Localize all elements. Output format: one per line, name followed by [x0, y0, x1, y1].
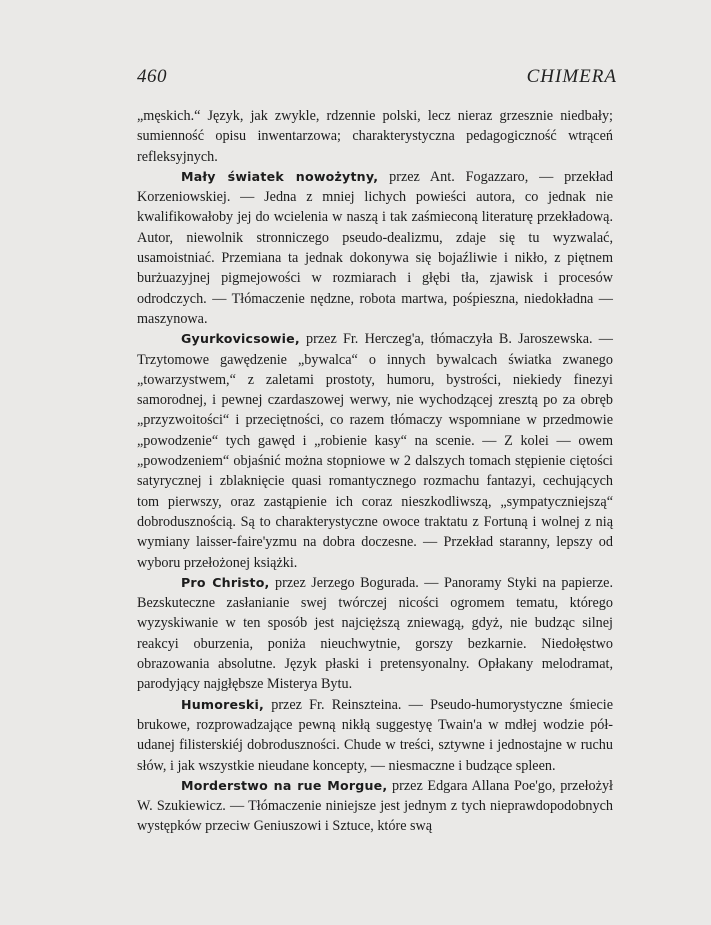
- review-entry: [137, 776, 613, 837]
- page-number: 460: [137, 66, 167, 87]
- entry-text: przez Fr. Herczeg'a, tłómaczyła B. Jaroszewska. — Trzytomowe gawędzenie „bywalca“ o innych bywalcach światka zwanego „towarzystwem,“ z zaletami prostoty, humoru, bystrości, niekiedy finezyi samorodnej, i pewnej czardaszowej werwy, nie wychodzącej zresztą po za obręb „przyzwoitości“ i przeciętności, co razem tłómaczy wspomniane w przedmowie „powodzenie“ tych gawęd i „robienie kasy“ na scenie. — Z kolei — owem „powodzeniem“ objaśnić można stopniowe w 2 dalszych tomach stępienie ciętości satyrycznej i zblaknięcie quasi romantycznego rozmachu fantazyi, cechujących tom pierwszy, oraz zastąpienie ich coraz nieszkodliwszą, „sympatyczniejszą“ dobrodusznością. Są to charakterystyczne owoce traktatu z Fortuną i wolnej z nią wymiany laisser-faire'yzmu na dobra doczesne. — Przekład staranny, lepszy od wyboru przełożonej książki.: [137, 331, 613, 571]
- review-entry: [137, 695, 613, 776]
- entry-title: Pro Christo,: [181, 574, 270, 590]
- entry-text: przez Ant. Fogazzaro, — przekład Korzeniowskiej. — Jedna z mniej lichych powieści autora, co jednak nie kwalifikowałoby jej do wcielenia w naszą i tak zaśmieconą literaturę przekładową. Autor, niewolnik stronniczego pseudo-dealizmu, zdaje się tu wyzwalać, usamoistniać. Przemiana ta jednak dokonywa się bojaźliwie i nikło, z piętnem burżuazyjnej pigmejowości w rozmiarach i głębi tła, zjawisk i procesów odrodczych. — Tłómaczenie nędzne, robota martwa, pośpieszna, niedokładna — maszynowa.: [137, 168, 614, 327]
- paragraph-continuation: [137, 106, 613, 167]
- entry-text: przez Jerzego Bogurada. — Panoramy Styki na papierze. Bezskuteczne zasłanianie swej twórczej nicości ogromem tematu, którego wyzyskiwanie w ten sposób jest najcięższą zniewagą, gdyż, nie budząc silnej reakcyi oburzenia, poniża nieuchwytnie, gorszy bezkarnie. Niedołęstwo obrazowania absolutne. Język płaski i pretensyonalny. Opłakany melodramat, parodyjący najgłębsze Misterya Bytu.: [137, 574, 613, 693]
- entry-text: przez Fr. Reinszteina. — Pseudo-humorystyczne śmiecie brukowe, rozprowadzające pewną nikłą suggestyę Twain'a w mdłej wodzie pół-udanej filisterskiéj dobroduszności. Chude w treści, sztywne i jednostajne w ruchu słów, i jak wszystkie nieudane koncepty, — niesmaczne i budzące spleen.: [137, 696, 614, 774]
- review-entry: [137, 573, 613, 695]
- entry-text: przez Edgara Allana Poe'go, przełożył W. Szukiewicz. — Tłómaczenie niniejsze jest jednym z tych nieprawdopodobnych występków przeciw Geniuszowi i Sztuce, które swą: [137, 777, 613, 835]
- entry-title: Humoreski,: [181, 696, 265, 712]
- running-head: [137, 66, 617, 90]
- paragraph-text: „męskich.“ Język, jak zwykle, rdzennie polski, lecz nieraz grzesznie niedbały; sumienność opisu inwentarzowa; charakterystyczna pedagogiczność wtrąceń refleksyjnych.: [137, 108, 613, 165]
- journal-title: CHIMERA: [526, 66, 617, 87]
- review-entry: [137, 167, 613, 329]
- entry-title: Gyurkovicsowie,: [181, 331, 300, 347]
- entry-title: Mały światek nowożytny,: [181, 168, 379, 184]
- entry-title: Morderstwo na rue Morgue,: [181, 777, 388, 793]
- body-text: [137, 106, 613, 837]
- review-entry: [137, 329, 613, 573]
